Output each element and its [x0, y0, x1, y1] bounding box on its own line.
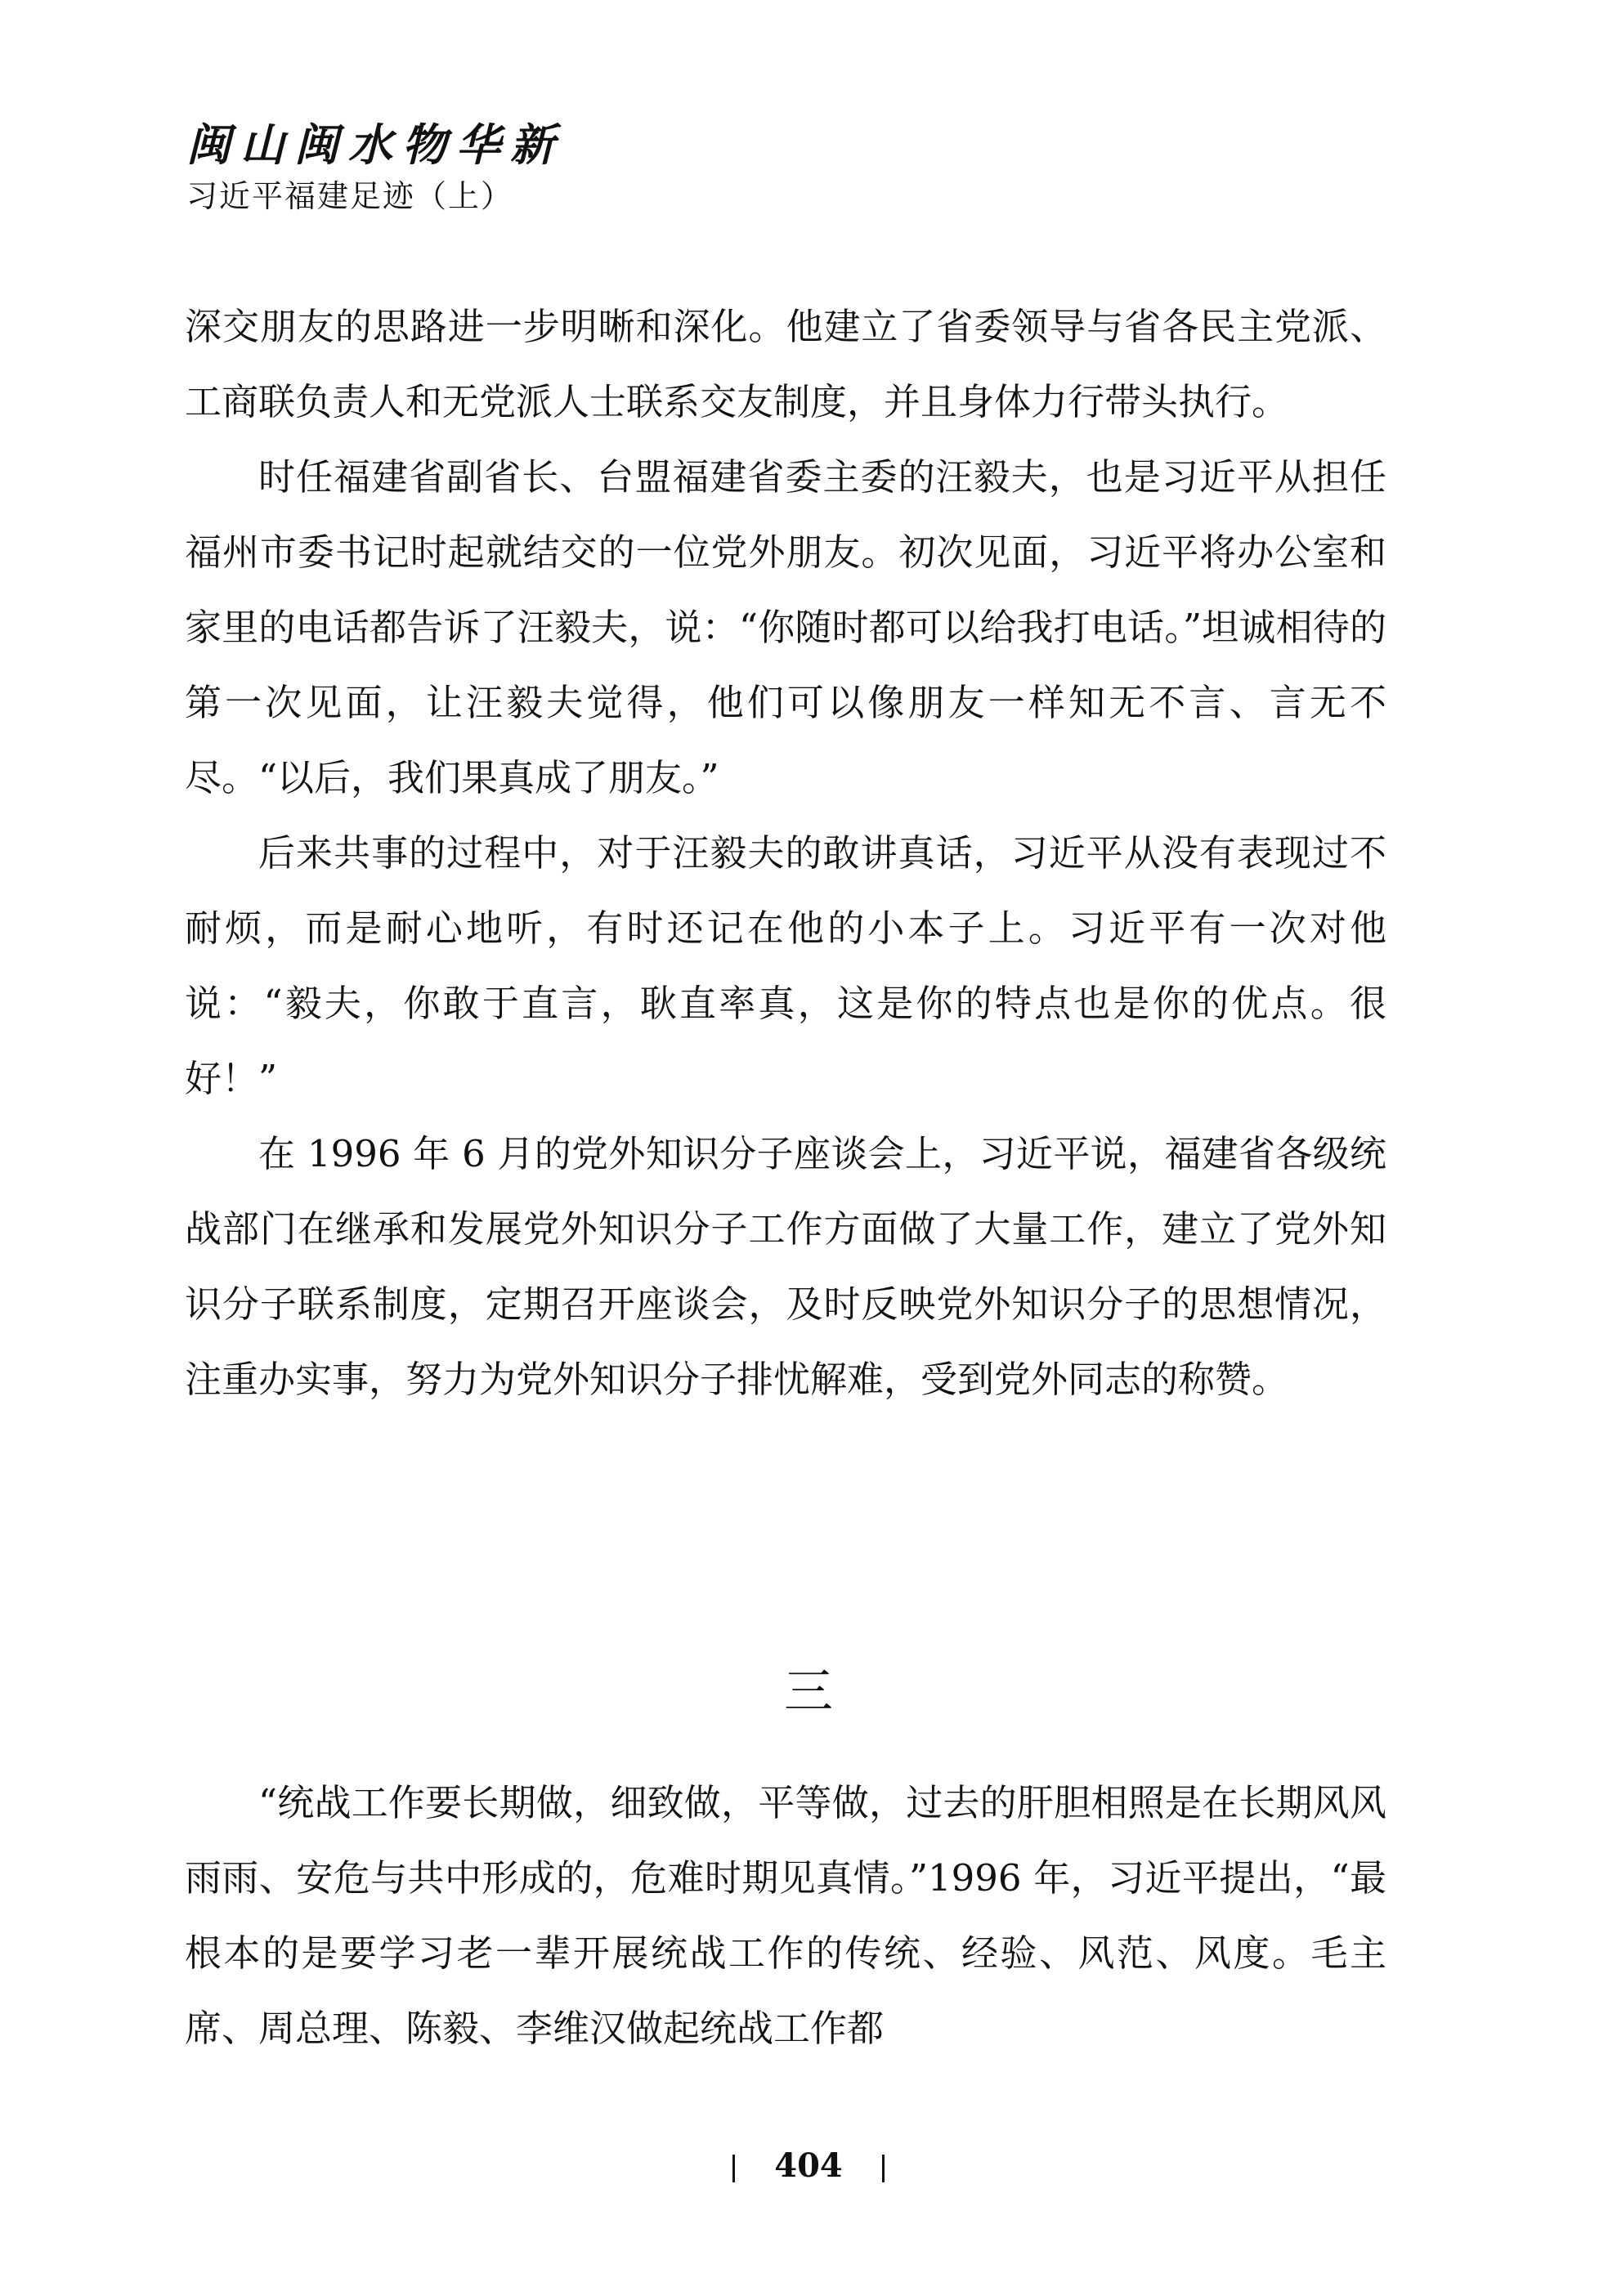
body-text-before-section	[185, 289, 1386, 1417]
paragraph: 深交朋友的思路进一步明晰和深化。他建立了省委领导与省各民主党派、工商联负责人和无党派人士联系交友制度，并且身体力行带头执行。	[185, 305, 1386, 423]
folio-bar-left	[732, 2155, 735, 2182]
page-footer	[0, 2142, 1617, 2191]
book-subtitle: 习近平福建足迹（上）	[186, 178, 514, 214]
page-number: 404	[774, 2146, 843, 2185]
paragraph: “统战工作要长期做，细致做，平等做，过去的肝胆相照是在长期风风雨雨、安危与共中形成的，危难时期见真情。”1996 年，习近平提出，“最根本的是要学习老一辈开展统战工作的传统、经验、风范、风度。毛主席、周总理、陈毅、李维汉做起统战工作都	[185, 1781, 1386, 2050]
paragraph: 时任福建省副省长、台盟福建省委主委的汪毅夫，也是习近平从担任福州市委书记时起就结交的一位党外朋友。初次见面，习近平将办公室和家里的电话都告诉了汪毅夫，说：“你随时都可以给我打电话。”坦诚相待的第一次见面，让汪毅夫觉得，他们可以像朋友一样知无不言、言无不尽。“以后，我们果真成了朋友。”	[185, 455, 1386, 799]
folio-bar-right	[882, 2155, 885, 2182]
section-heading: 三	[784, 1663, 833, 1721]
running-head	[186, 116, 564, 219]
body-text-after-section	[185, 1766, 1386, 2066]
paragraph: 在 1996 年 6 月的党外知识分子座谈会上，习近平说，福建省各级统战部门在继承和发展党外知识分子工作方面做了大量工作，建立了党外知识分子联系制度，定期召开座谈会，及时反映党外知识分子的思想情况，注重办实事，努力为党外知识分子排忧解难，受到党外同志的称赞。	[185, 1132, 1386, 1401]
book-title: 闽山闽水物华新	[186, 119, 564, 171]
paragraph: 后来共事的过程中，对于汪毅夫的敢讲真话，习近平从没有表现过不耐烦，而是耐心地听，有时还记在他的小本子上。习近平有一次对他说：“毅夫，你敢于直言，耿直率真，这是你的特点也是你的优点。很好！”	[185, 831, 1386, 1100]
